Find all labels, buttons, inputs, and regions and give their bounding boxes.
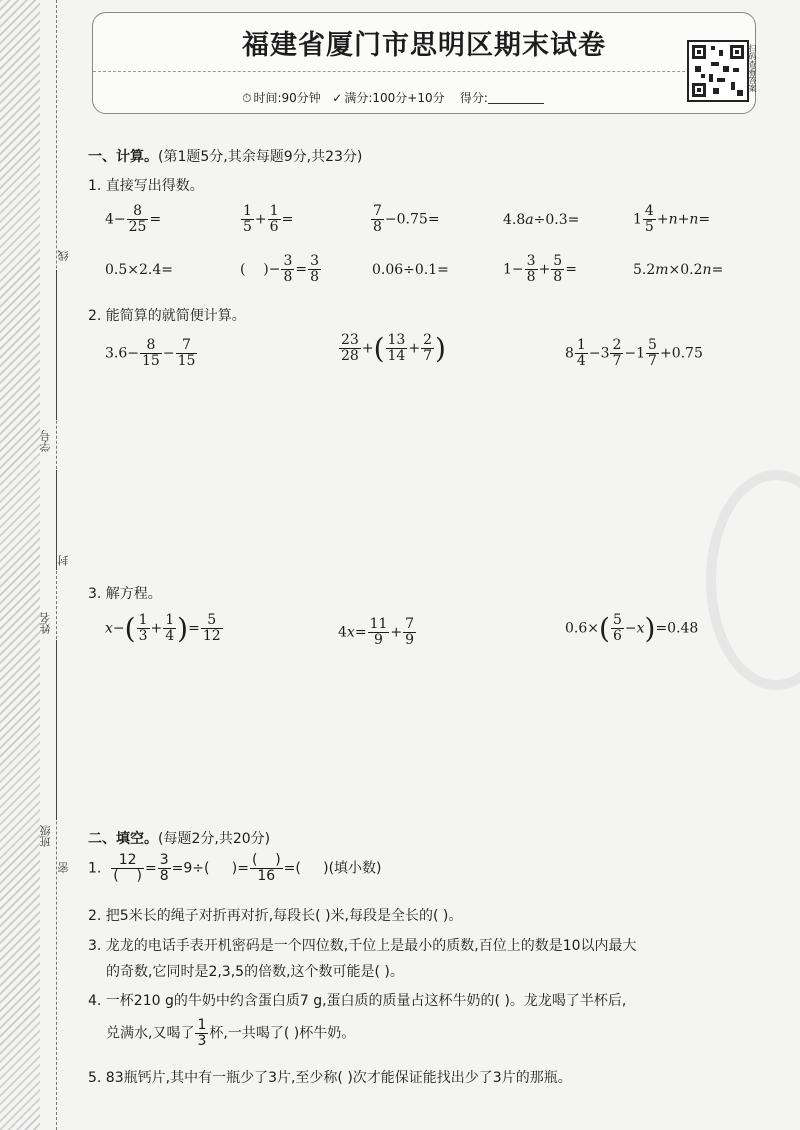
question-2-prompt: 2. 能简算的就简便计算。 — [88, 308, 246, 324]
faint-stamp-watermark — [706, 470, 800, 690]
score-label: 得分: — [459, 91, 488, 105]
margin-label-seal2: 密 — [57, 862, 70, 873]
full-score: 满分:100分+10分 — [344, 91, 445, 105]
fill-question-3-line2: 的奇数,它同时是2,3,5的倍数,这个数可能是( )。 — [106, 964, 404, 980]
margin-rule — [56, 640, 57, 820]
binding-margin-pattern — [0, 0, 40, 1130]
equation-2: 4x= $\frac{11}{9}$ + $\frac{7}{9}$ — [338, 616, 415, 648]
section-1-heading: 一、计算。(第1题5分,其余每题9分,共23分) — [88, 149, 363, 165]
fill-question-5: 5. 83瓶钙片,其中有一瓶少了3片,至少称( )次才能保证能找出少了3片的那瓶。 — [88, 1070, 572, 1086]
expr-2-3: 8 $\frac{1}{4}$ −3 $\frac{2}{7}$ −1 $\frac{5}{7}$ +0.75 — [565, 337, 703, 369]
margin-label-seal: 封 — [57, 555, 70, 566]
qr-caption: 扫码查看答案 — [748, 44, 757, 92]
expr-1-1: 4− $\frac{8}{25}$ = — [105, 203, 162, 235]
expr-1-9: 1− $\frac{3}{8}$ + $\frac{5}{8}$ = — [503, 253, 577, 285]
expr-1-8: 0.06÷0.1= — [372, 262, 449, 278]
expr-1-6: 0.5×2.4= — [105, 262, 173, 278]
section-2-heading: 二、填空。(每题2分,共20分) — [88, 831, 271, 847]
margin-rule — [56, 270, 57, 420]
expr-2-2: $\frac{23}{28}$ +( $\frac{13}{14}$ + $\frac{2}{7}$ ) — [341, 332, 446, 365]
fill-question-1: 1. $\frac{12}{( )}$ = $\frac{3}{8}$ =9÷( )= $\frac{( )}{16}$ =( )(填小数) — [88, 852, 382, 884]
fill-question-3-line1: 3. 龙龙的电话手表开机密码是一个四位数,千位上是最小的质数,百位上的数是10以内最大 — [88, 938, 637, 954]
expr-2-1: 3.6− $\frac{8}{15}$ − $\frac{7}{15}$ — [105, 337, 196, 369]
exam-title: 福建省厦门市思明区期末试卷 — [242, 30, 606, 61]
exam-header — [92, 12, 756, 114]
margin-label-name: 姓名 — [39, 612, 52, 634]
margin-label-line: 线 — [57, 250, 70, 261]
equation-3: 0.6×( $\frac{5}{6}$ −x)=0.48 — [565, 612, 699, 645]
expr-1-2: $\frac{1}{5}$ + $\frac{1}{6}$ = — [243, 203, 294, 235]
header-divider — [93, 71, 755, 72]
check-circle-icon: ✓ — [332, 91, 343, 105]
time-limit: 时间:90分钟 — [253, 91, 321, 105]
expr-1-3: $\frac{7}{8}$ −0.75= — [373, 203, 440, 235]
clock-icon: ⏱ — [242, 91, 252, 105]
fill-question-4-line1: 4. 一杯210 g的牛奶中约含蛋白质7 g,蛋白质的质量占这杯牛奶的( )。龙龙喝了半杯后, — [88, 993, 627, 1009]
question-1-prompt: 1. 直接写出得数。 — [88, 178, 204, 194]
expr-1-4: 4.8a÷0.3= — [503, 212, 580, 228]
qr-code-icon[interactable] — [687, 40, 749, 102]
score-blank[interactable] — [488, 91, 544, 104]
equation-1: x−( $\frac{1}{3}$ + $\frac{1}{4}$ )= $\frac{5}{12}$ — [105, 612, 221, 645]
margin-label-class: 班级 — [39, 825, 52, 847]
expr-1-5: 1 $\frac{4}{5}$ +n+n= — [633, 203, 711, 235]
expr-1-7: ( )− $\frac{3}{8}$ = $\frac{3}{8}$ — [240, 253, 320, 285]
question-3-prompt: 3. 解方程。 — [88, 586, 162, 602]
exam-info-line — [93, 89, 693, 106]
expr-1-10: 5.2m×0.2n= — [633, 262, 724, 278]
fill-question-2: 2. 把5米长的绳子对折再对折,每段长( )米,每段是全长的( )。 — [88, 908, 463, 924]
margin-label-student-id: 学号 — [39, 430, 52, 452]
fill-question-4-line2: 兑满水,又喝了 $\frac{1}{3}$ 杯,一共喝了( )杯牛奶。 — [106, 1017, 356, 1049]
